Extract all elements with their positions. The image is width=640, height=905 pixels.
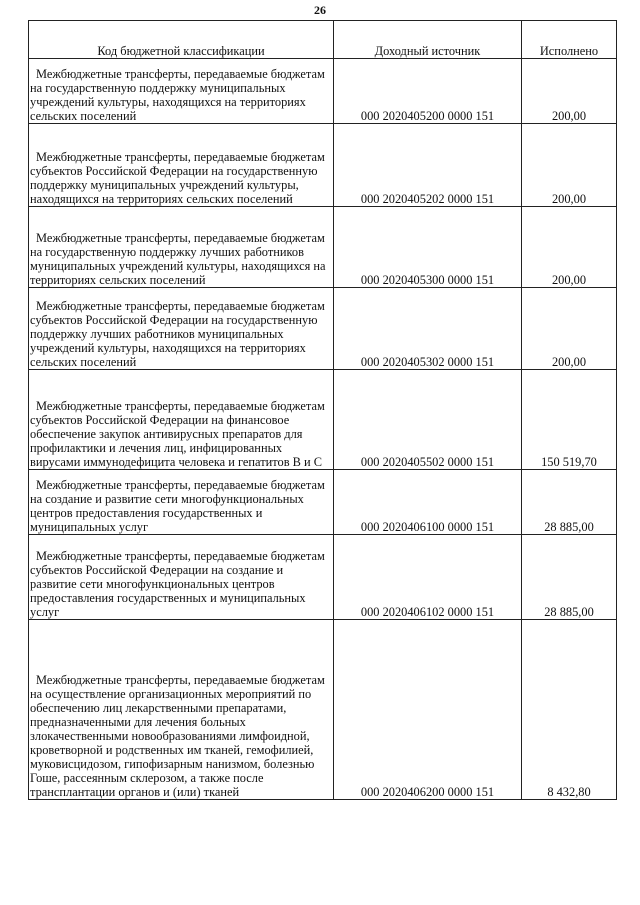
row-executed: 28 885,00 (522, 535, 617, 620)
row-executed: 200,00 (522, 124, 617, 207)
row-source-code: 000 2020405200 0000 151 (334, 59, 522, 124)
table-row (29, 620, 617, 800)
row-source-code: 000 2020406102 0000 151 (334, 535, 522, 620)
row-description: Межбюджетные трансферты, передаваемые бюджетам субъектов Российской Федерации на государственную поддержку муниципальных учреждений культуры, находящихся на территориях сельских поселений (29, 124, 334, 207)
budget-table (28, 20, 617, 800)
table-row (29, 207, 617, 288)
row-source-code: 000 2020405300 0000 151 (334, 207, 522, 288)
row-executed: 200,00 (522, 59, 617, 124)
row-source-code: 000 2020406100 0000 151 (334, 470, 522, 535)
row-source-code: 000 2020405302 0000 151 (334, 288, 522, 370)
row-description: Межбюджетные трансферты, передаваемые бюджетам на создание и развитие сети многофункциональных центров предоставления государственных и муниципальных услуг (29, 470, 334, 535)
row-description: Межбюджетные трансферты, передаваемые бюджетам на осуществление организационных мероприятий по обеспечению лиц лекарственными препаратами, предназначенными для лечения больных злокачественными новообразованиями лимфоидной, кроветворной и родственных им тканей, гемофилией, муковисцидозом, гипофизарным нанизмом, болезнью Гоше, рассеянным склерозом, а также после трансплантации органов и (или) тканей (29, 620, 334, 800)
table-row (29, 535, 617, 620)
row-description: Межбюджетные трансферты, передаваемые бюджетам субъектов Российской Федерации на государственную поддержку лучших работников муниципальных учреждений культуры, находящихся на территориях сельских поселений (29, 288, 334, 370)
row-description: Межбюджетные трансферты, передаваемые бюджетам субъектов Российской Федерации на финансовое обеспечение закупок антивирусных препаратов для профилактики и лечения лиц, инфицированных вирусами иммунодефицита человека и гепатитов В и С (29, 370, 334, 470)
page-number: 26 (314, 3, 326, 17)
row-description: Межбюджетные трансферты, передаваемые бюджетам субъектов Российской Федерации на создание и развитие сети многофункциональных центров предоставления государственных и муниципальных услуг (29, 535, 334, 620)
row-source-code: 000 2020405502 0000 151 (334, 370, 522, 470)
row-description: Межбюджетные трансферты, передаваемые бюджетам на государственную поддержку муниципальных учреждений культуры, находящихся на территориях сельских поселений (29, 59, 334, 124)
header-source: Доходный источник (334, 21, 522, 59)
row-executed: 200,00 (522, 207, 617, 288)
header-code: Код бюджетной классификации (29, 21, 334, 59)
row-source-code: 000 2020405202 0000 151 (334, 124, 522, 207)
table-row (29, 288, 617, 370)
row-description: Межбюджетные трансферты, передаваемые бюджетам на государственную поддержку лучших работников муниципальных учреждений культуры, находящихся на территориях сельских поселений (29, 207, 334, 288)
row-source-code: 000 2020406200 0000 151 (334, 620, 522, 800)
table-row (29, 59, 617, 124)
table-row (29, 470, 617, 535)
table-row (29, 124, 617, 207)
header-executed: Исполнено (522, 21, 617, 59)
table-row (29, 370, 617, 470)
row-executed: 28 885,00 (522, 470, 617, 535)
row-executed: 8 432,80 (522, 620, 617, 800)
row-executed: 200,00 (522, 288, 617, 370)
row-executed: 150 519,70 (522, 370, 617, 470)
table-header-row (29, 21, 617, 59)
